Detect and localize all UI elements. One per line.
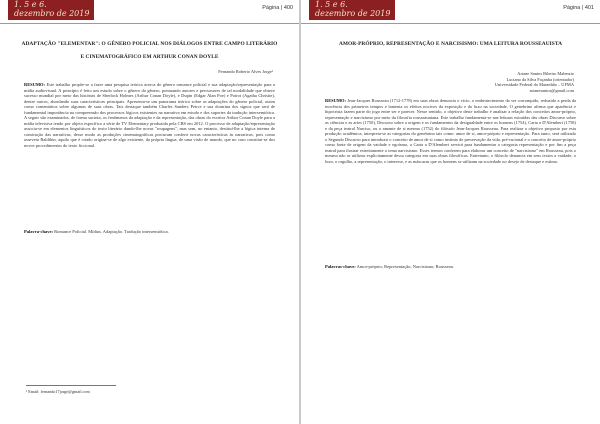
right-page-header — [301, 0, 600, 24]
keywords — [325, 264, 576, 270]
right-page — [301, 0, 600, 424]
event-logo — [309, 0, 395, 20]
left-page — [0, 0, 299, 424]
author-block — [495, 71, 574, 93]
event-logo — [8, 0, 94, 20]
page-number: Página | 400 — [262, 5, 293, 11]
author-name: Fernando Roberto Alves Jorge¹ — [218, 69, 273, 74]
abstract-label: RESUMO: — [325, 98, 346, 103]
keywords-text: Amor-próprio; Representação; Narcisismo; Rousseau. — [356, 264, 455, 269]
abstract-label: RESUMO: — [24, 82, 45, 87]
abstract-text: Jean-Jacques Rousseau (1712-1778) em suas obras denuncia o vício, o embrutecimento do ser corrompido, reduzido a perda da inocência dos primeiros tempos e lamenta os efeitos nocivos da exposição e do luxo na sociedade. O genebrino afirma que aparência e hipocrisia fazem parte do jogo entre ser e parecer. Nesse sentido, o objetivo deste trabalho é analisar a relação dos conceitos amor-próprio, representação e narcisismo por meio da filosofia rousseauniana. Este trabalho fundamenta-se nas leituras extraídas das obras Discurso sobre as ciências e as artes (1750), Discurso sobre a origem e os fundamentos da desigualdade entre os homens (1754), Carta a D'Alembert (1758) e da peça teatral Narciso, ou o amante de si mesmo (1752) do filósofo Jean-Jacques Rousseau. Para realizar o objetivo proposto por esta produção acadêmica, interpreta-se as categorias do genebrino tais como: amor de si, amor-próprio e representação. Para tanto, será utilizado o Segundo Discurso para introduzir o conceito de amor de si como instinto de preservação da vida, pré-racional e o conceito de amor-próprio como fonte de origem da vaidade e egoísmo, a Carta a D'Alembert servirá para fundamentar a categoria representação e por fim a peça teatral para ilustrar estreitamente o tema narcisismo. Esses termos conferem para elaborar um conceito de "narcisismo" em Rousseau, pois o mesmo não se utilizou explicitamente dessa categoria em suas obras filosóficas. Entretanto, o filósofo denuncia em seus textos a vaidade, o luxo, o orgulho, a representação, o interesse, e as máscaras que os homens se utilizam na sociedade no desejo de destaque e estima. — [325, 98, 576, 165]
event-logo-line2: dezembro de 2019 — [315, 9, 391, 18]
event-logo-line1: 1. 5 e 6. — [14, 0, 47, 9]
keywords-label: Palavra-chave: — [24, 229, 53, 234]
event-logo-line1: 1. 5 e 6. — [315, 0, 348, 9]
keywords-text: Romance Policial. Mídias. Adaptação. Tradução intersemiótica. — [54, 229, 169, 234]
author-name: Ariane Santos Ribeiro Malenzio — [517, 71, 574, 76]
article-title: ADAPTAÇÃO "ELEMENTAR": O GÊNERO POLICIAL NOS DIÁLOGOS ENTRE CAMPO LITERÁRIO E CINEMATOGRÁFICO EM ARTHUR CONAN DOYLE — [21, 41, 278, 60]
abstract — [24, 82, 275, 149]
page-number: Página | 401 — [563, 5, 594, 11]
institution: Universidade Federal do Maranhão – UFMA — [494, 82, 574, 88]
footnote-divider — [26, 385, 116, 386]
keywords-label: Palavras-chave: — [325, 264, 356, 269]
advisor-name: Luciano da Silva Façanha (orientador) — [506, 76, 574, 82]
left-page-header — [0, 0, 299, 24]
abstract-text: Este trabalho propõe-se a fazer uma pesquisa teórica acerca do gênero romance policial e sua adaptação/representação para a mídia audiovisual. A princípio é feito um estudo sobre o gênero do gênero, pontuando autores e precursores de tal modalidade que obteve sucesso mundial por meio das histórias de Sherlock Holmes (Arthur Conan Doyle), e Dupin (Edgar Alan Poe) e Poirot (Agatha Christie), dentre outros, abordando suas características principais. Apresenta-se um panorama teórico sobre as adaptações do gênero policial, assim como comentários sobre algumas de suas obras. Tais destaque também Charles Sanders Peirce e sua doutrina dos signos que será de fundamental importância na compreensão dos processos lógicos existentes na narrativa em estudo e dos suportes da tradução intersemiótica. A seguir são examinados, de forma sucinta, os fenômenos da adaptação e da representação, das obras do escritor Arthur Conan Doyle para a mídia televisiva tendo por objeto específico a série de TV Elementary produzida pela CBS em 2012. O processo de adaptação/representação associa-se em elementos linguísticos do texto literário dando-lhe novas "roupagens", mas sem, no entanto, destituí-lhe a lógica interna de construção das narrativas, desse modo as produções cinematográficas procuram conferir novas características às narrativas, pois como assevera Baldihin, aquilo que é criado origina-se de algo existente, da própria língua, de uma visão de mundo, que no caso constitui-se dos novos procedimentos do texto ficcional. — [24, 82, 275, 149]
abstract — [325, 98, 576, 165]
footnote: ¹ Email: fernando17jorge@gmail.com — [26, 389, 90, 394]
keywords — [24, 229, 275, 235]
author-email: arianesantos@gmail.com — [529, 87, 574, 93]
article-title: AMOR-PRÓPRIO, REPRESENTAÇÃO E NARCISISMO: UMA LEITURA ROUSSEAUISTA — [338, 41, 563, 47]
event-logo-line2: dezembro de 2019 — [14, 9, 90, 18]
